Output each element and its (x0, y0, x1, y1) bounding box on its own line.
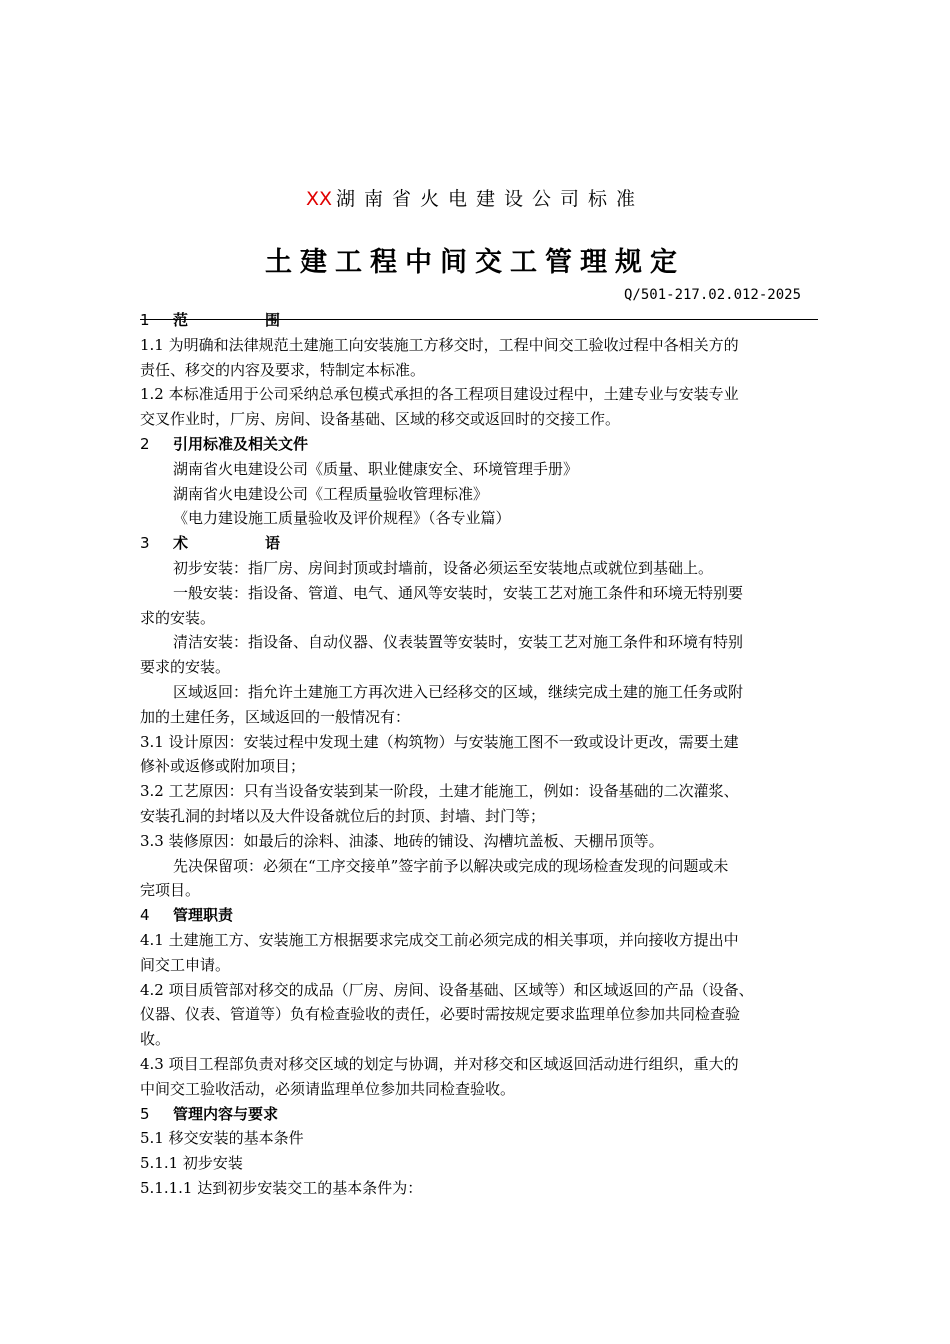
section-title: 范 围 (173, 311, 312, 329)
paragraph-line: 交叉作业时，厂房、房间、设备基础、区域的移交或返回时的交接工作。 (140, 410, 621, 429)
paragraph-line: 5.1.1 初步安装 (140, 1154, 243, 1173)
paragraph-line-indented: 湖南省火电建设公司《工程质量验收管理标准》 (173, 484, 489, 503)
section-heading (140, 903, 820, 928)
paragraph-line: 3.2 工艺原因：只有当设备安装到某一阶段，土建才能施工，例如：设备基础的二次灌浆、 (140, 782, 739, 801)
section-title: 管理内容与要求 (173, 1104, 279, 1123)
paragraph-line: 4.3 项目工程部负责对移交区域的划定与协调，并对移交和区域返回活动进行组织，重大的 (140, 1054, 739, 1073)
paragraph-line-indented: 清洁安装：指设备、自动仪器、仪表装置等安装时，安装工艺对施工条件和环境有特别 (173, 633, 744, 652)
paragraph-line-indented: 湖南省火电建设公司《质量、职业健康安全、环境管理手册》 (173, 459, 579, 478)
paragraph-line: 仪器、仪表、管道等）负有检查验收的责任，必要时需按规定要求监理单位参加共同检查验 (140, 1005, 741, 1024)
paragraph-line: 加的土建任务，区域返回的一般情况有： (140, 707, 411, 726)
section-heading (140, 432, 820, 457)
standard-code: Q/501-217.02.012-2025 (624, 287, 802, 303)
section-heading (140, 308, 820, 333)
paragraph-line: 间交工申请。 (140, 955, 231, 974)
paragraph-line: 3.3 装修原因：如最后的涂料、油漆、地砖的铺设、沟槽坑盖板、天棚吊顶等。 (140, 831, 664, 850)
section-heading (140, 1102, 820, 1127)
paragraph-line: 5.1.1.1 达到初步安装交工的基本条件为： (140, 1178, 423, 1197)
paragraph-line-indented: 区域返回：指允许土建施工方再次进入已经移交的区域，继续完成土建的施工任务或附 (173, 682, 744, 701)
section-number: 2 (140, 434, 150, 453)
paragraph-line: 责任、移交的内容及要求，特制定本标准。 (140, 360, 426, 379)
section-number: 5 (140, 1104, 150, 1123)
paragraph-line-indented: 一般安装：指设备、管道、电气、通风等安装时，安装工艺对施工条件和环境无特别要 (173, 583, 744, 602)
document-title: 土建工程中间交工管理规定 (265, 247, 685, 278)
section-title: 管理职责 (173, 906, 234, 925)
paragraph-line: 求的安装。 (140, 608, 216, 627)
section-heading (140, 531, 820, 556)
paragraph-line: 收。 (140, 1030, 171, 1049)
document-body (140, 308, 820, 1201)
organization-header (0, 184, 950, 211)
section-number: 4 (140, 906, 150, 925)
section-number: 1 (140, 311, 150, 329)
org-name: 湖南省火电建设公司标准 (336, 188, 645, 210)
section-number: 3 (140, 534, 150, 553)
paragraph-line-indented: 先决保留项：必须在“工序交接单”签字前予以解决或完成的现场检查发现的问题或未 (173, 856, 729, 875)
paragraph-line: 1.1 为明确和法律规范土建施工向安装施工方移交时，工程中间交工验收过程中各相关方的 (140, 335, 739, 354)
paragraph-line: 中间交工验收活动，必须请监理单位参加共同检查验收。 (140, 1079, 516, 1098)
section-title: 术 语 (173, 534, 312, 553)
org-prefix: XX (305, 188, 333, 210)
section-title: 引用标准及相关文件 (173, 434, 309, 453)
paragraph-line: 安装孔洞的封堵以及大件设备就位后的封顶、封墙、封门等； (140, 806, 546, 825)
paragraph-line: 1.2 本标准适用于公司采纳总承包模式承担的各工程项目建设过程中，土建专业与安装专业 (140, 385, 739, 404)
paragraph-line-indented: 《电力建设施工质量验收及评价规程》（各专业篇） (173, 509, 511, 528)
paragraph-line: 5.1 移交安装的基本条件 (140, 1129, 304, 1148)
paragraph-line: 修补或返修或附加项目； (140, 757, 306, 776)
paragraph-line: 完项目。 (140, 881, 201, 900)
paragraph-line-indented: 初步安装：指厂房、房间封顶或封墙前，设备必须运至安装地点或就位到基础上。 (173, 558, 714, 577)
paragraph-line: 4.1 土建施工方、安装施工方根据要求完成交工前必须完成的相关事项，并向接收方提出中 (140, 930, 739, 949)
paragraph-line: 3.1 设计原因：安装过程中发现土建（构筑物）与安装施工图不一致或设计更改，需要土建 (140, 732, 739, 751)
paragraph-line: 要求的安装。 (140, 658, 231, 677)
paragraph-line: 4.2 项目质管部对移交的成品（厂房、房间、设备基础、区域等）和区域返回的产品（设备、 (140, 980, 754, 999)
